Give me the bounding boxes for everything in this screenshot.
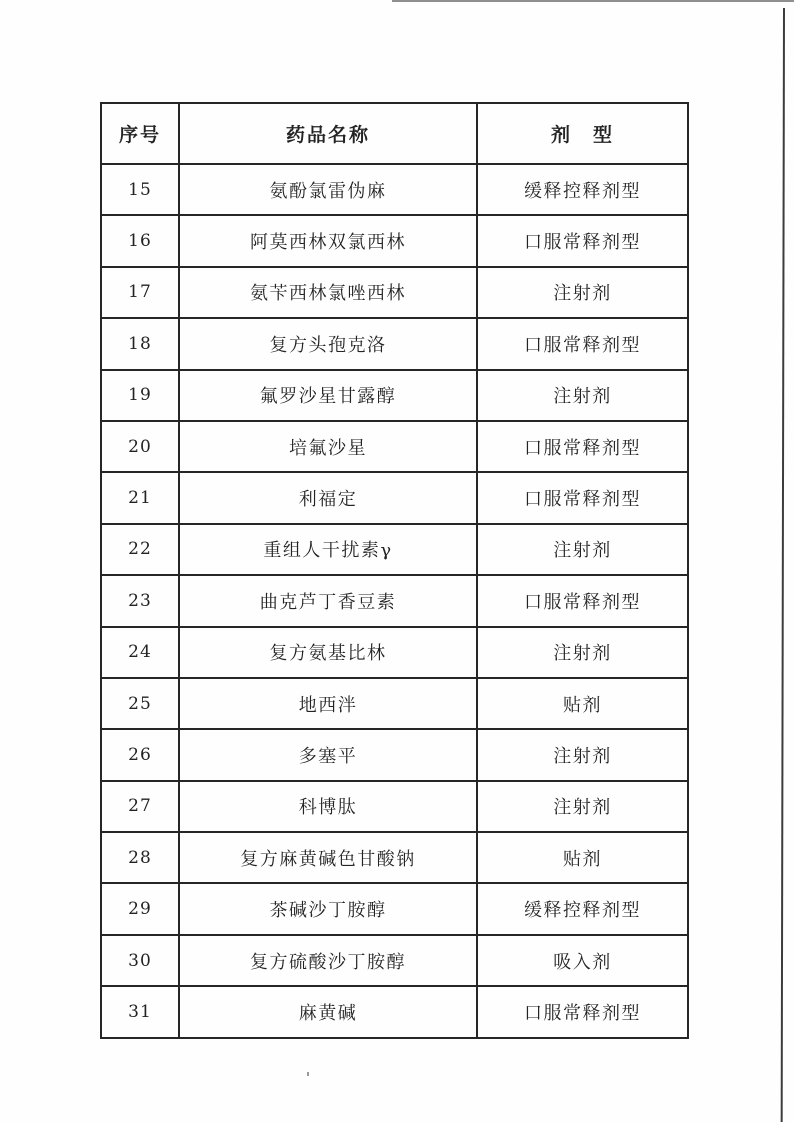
header-dosage-form: 剂 型 xyxy=(477,103,688,164)
cell-drug-name: 多塞平 xyxy=(179,729,477,780)
cell-drug-name: 氨酚氯雷伪麻 xyxy=(179,164,477,215)
cell-dosage-form: 注射剂 xyxy=(477,267,688,318)
table-row xyxy=(101,164,688,215)
cell-no: 16 xyxy=(101,215,179,266)
table-row xyxy=(101,935,688,986)
cell-no: 18 xyxy=(101,318,179,369)
header-no: 序号 xyxy=(101,103,179,164)
scan-artifact-top-line xyxy=(392,0,794,2)
cell-no: 21 xyxy=(101,472,179,523)
cell-dosage-form: 缓释控释剂型 xyxy=(477,883,688,934)
table-row xyxy=(101,832,688,883)
cell-no: 26 xyxy=(101,729,179,780)
table-row xyxy=(101,267,688,318)
cell-no: 24 xyxy=(101,627,179,678)
cell-drug-name: 氨苄西林氯唑西林 xyxy=(179,267,477,318)
table-row xyxy=(101,524,688,575)
cell-drug-name: 复方麻黄碱色甘酸钠 xyxy=(179,832,477,883)
scan-artifact-right-edge-line xyxy=(781,8,785,1122)
cell-dosage-form: 贴剂 xyxy=(477,832,688,883)
header-drug-name: 药品名称 xyxy=(179,103,477,164)
cell-dosage-form: 吸入剂 xyxy=(477,935,688,986)
cell-drug-name: 复方氨基比林 xyxy=(179,627,477,678)
cell-drug-name: 重组人干扰素γ xyxy=(179,524,477,575)
table-row xyxy=(101,370,688,421)
cell-drug-name: 茶碱沙丁胺醇 xyxy=(179,883,477,934)
cell-drug-name: 利福定 xyxy=(179,472,477,523)
cell-drug-name: 复方硫酸沙丁胺醇 xyxy=(179,935,477,986)
cell-dosage-form: 贴剂 xyxy=(477,678,688,729)
cell-dosage-form: 注射剂 xyxy=(477,729,688,780)
cell-no: 29 xyxy=(101,883,179,934)
table-row xyxy=(101,421,688,472)
cell-dosage-form: 注射剂 xyxy=(477,524,688,575)
cell-no: 17 xyxy=(101,267,179,318)
cell-drug-name: 曲克芦丁香豆素 xyxy=(179,575,477,626)
table-row xyxy=(101,472,688,523)
table-row xyxy=(101,883,688,934)
cell-no: 31 xyxy=(101,986,179,1037)
cell-dosage-form: 口服常释剂型 xyxy=(477,215,688,266)
cell-no: 15 xyxy=(101,164,179,215)
table-row xyxy=(101,627,688,678)
cell-no: 27 xyxy=(101,781,179,832)
cell-dosage-form: 注射剂 xyxy=(477,781,688,832)
cell-drug-name: 地西泮 xyxy=(179,678,477,729)
cell-drug-name: 科博肽 xyxy=(179,781,477,832)
cell-drug-name: 麻黄碱 xyxy=(179,986,477,1037)
cell-dosage-form: 口服常释剂型 xyxy=(477,986,688,1037)
cell-dosage-form: 注射剂 xyxy=(477,370,688,421)
cell-dosage-form: 口服常释剂型 xyxy=(477,575,688,626)
drug-table xyxy=(100,102,689,1039)
table-row xyxy=(101,678,688,729)
cell-no: 20 xyxy=(101,421,179,472)
cell-no: 30 xyxy=(101,935,179,986)
table-row xyxy=(101,781,688,832)
cell-dosage-form: 口服常释剂型 xyxy=(477,421,688,472)
table-head xyxy=(101,103,688,164)
scan-artifact-dot xyxy=(307,1072,309,1076)
table-row xyxy=(101,986,688,1037)
cell-drug-name: 复方头孢克洛 xyxy=(179,318,477,369)
cell-dosage-form: 注射剂 xyxy=(477,627,688,678)
cell-no: 22 xyxy=(101,524,179,575)
table-row xyxy=(101,729,688,780)
cell-no: 28 xyxy=(101,832,179,883)
cell-drug-name: 阿莫西林双氯西林 xyxy=(179,215,477,266)
cell-dosage-form: 口服常释剂型 xyxy=(477,318,688,369)
table-header-row xyxy=(101,103,688,164)
table-row xyxy=(101,215,688,266)
cell-no: 23 xyxy=(101,575,179,626)
cell-drug-name: 培氟沙星 xyxy=(179,421,477,472)
table-row xyxy=(101,575,688,626)
cell-dosage-form: 缓释控释剂型 xyxy=(477,164,688,215)
cell-no: 25 xyxy=(101,678,179,729)
cell-no: 19 xyxy=(101,370,179,421)
cell-dosage-form: 口服常释剂型 xyxy=(477,472,688,523)
cell-drug-name: 氟罗沙星甘露醇 xyxy=(179,370,477,421)
table-row xyxy=(101,318,688,369)
table-body xyxy=(101,164,688,1038)
